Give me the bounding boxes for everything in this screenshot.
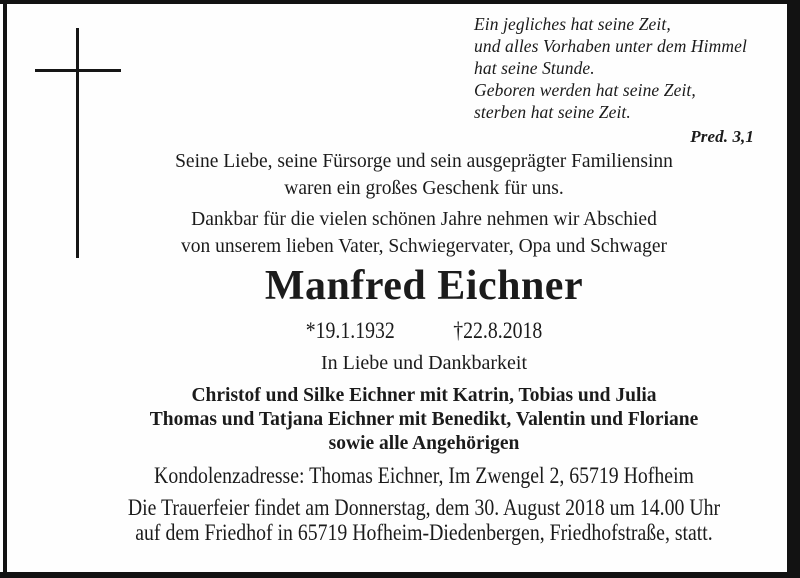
scan-frame-top [0, 0, 800, 4]
funeral-line: Die Trauerfeier findet am Donnerstag, dem 30. August 2018 um 14.00 Uhr [127, 495, 721, 520]
scripture-line: Geboren werden hat seine Zeit, [474, 80, 696, 100]
scan-frame-right [787, 0, 800, 578]
farewell-paragraph [70, 206, 778, 260]
scripture-line: sterben hat seine Zeit. [474, 102, 631, 122]
deceased-name: Manfred Eichner [264, 263, 584, 309]
scan-frame-bottom [0, 572, 800, 578]
intro-paragraph [70, 148, 778, 202]
family-line: Thomas und Tatjana Eichner mit Benedikt, Valentin und Floriane [149, 409, 699, 430]
funeral-info [120, 495, 729, 545]
family-line: sowie alle Angehörigen [328, 433, 520, 454]
dedication-line: In Liebe und Dankbarkeit [320, 352, 528, 374]
intro-line: waren ein großes Geschenk für uns. [284, 178, 564, 199]
death-date: †22.8.2018 [453, 318, 543, 343]
scripture-line: Ein jegliches hat seine Zeit, [474, 14, 671, 34]
farewell-line: von unserem lieben Vater, Schwiegervater, Opa und Schwager [181, 236, 667, 257]
family-line: Christof und Silke Eichner mit Katrin, Tobias und Julia [191, 385, 657, 406]
birth-date: *19.1.1932 [305, 318, 395, 343]
condolence-address: Kondolenzadresse: Thomas Eichner, Im Zwengel 2, 65719 Hofheim [154, 463, 694, 488]
life-dates [120, 318, 729, 344]
scripture-line: hat seine Stunde. [474, 58, 595, 78]
cross-horizontal-stroke [35, 69, 121, 72]
scripture-line: und alles Vorhaben unter dem Himmel [474, 36, 747, 56]
scripture-source: Pred. 3,1 [690, 127, 754, 146]
farewell-line: Dankbar für die vielen schönen Jahre nehmen wir Abschied [191, 209, 657, 230]
scan-frame-left [3, 0, 7, 578]
family-names [70, 384, 778, 456]
intro-line: Seine Liebe, seine Fürsorge und sein ausgeprägter Familiensinn [175, 151, 673, 172]
scripture-quote [474, 13, 762, 148]
funeral-line: auf dem Friedhof in 65719 Hofheim-Diedenbergen, Friedhofstraße, statt. [135, 520, 713, 545]
